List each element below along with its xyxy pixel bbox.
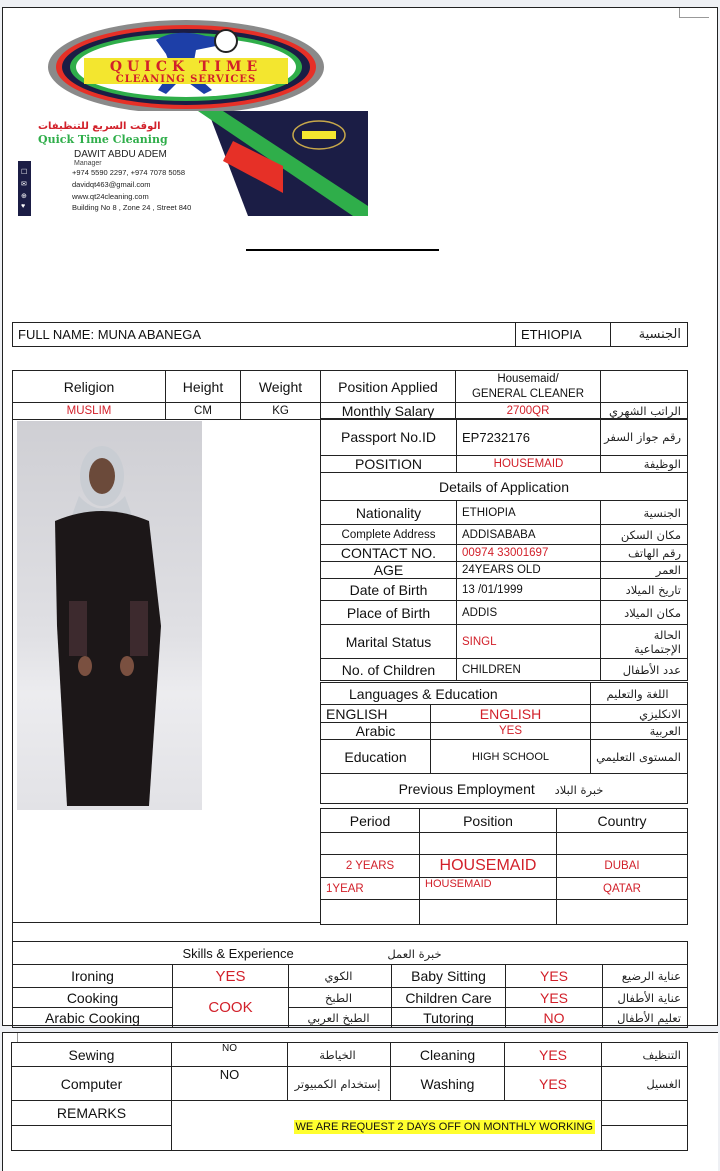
education-label: Education bbox=[321, 740, 431, 774]
arabic-label: Arabic bbox=[321, 723, 431, 740]
globe-icon: ⊕ bbox=[21, 193, 27, 200]
salary-label: Monthly Salary bbox=[321, 403, 456, 420]
weight-value: KG bbox=[241, 403, 321, 420]
age-label: AGE bbox=[321, 562, 457, 579]
remarks-label: REMARKS bbox=[12, 1101, 172, 1126]
sewing-label-ar: الخياطة bbox=[288, 1043, 391, 1067]
english-value: ENGLISH bbox=[431, 705, 591, 723]
position-value: HOUSEMAID bbox=[457, 456, 601, 473]
period-header: Period bbox=[321, 809, 420, 833]
children-care-label-ar: عناية الأطفال bbox=[603, 988, 688, 1008]
document-page-1 bbox=[2, 7, 718, 1026]
nationality-detail-value: ETHIOPIA bbox=[457, 501, 601, 525]
computer-value: NO bbox=[172, 1067, 288, 1101]
marital-label-ar: الحالة الإجتماعية bbox=[601, 625, 688, 659]
height-value: CM bbox=[166, 403, 241, 420]
cooking-value: COOK bbox=[173, 988, 289, 1028]
marital-label: Marital Status bbox=[321, 625, 457, 659]
page-corner-mark bbox=[679, 8, 709, 18]
country-cell: DUBAI bbox=[557, 855, 688, 878]
washing-value: YES bbox=[505, 1067, 602, 1101]
section-title-details: Details of Application bbox=[321, 473, 688, 501]
country-cell: QATAR bbox=[557, 878, 688, 900]
skills-table bbox=[12, 941, 688, 1028]
passport-value: EP7232176 bbox=[457, 419, 601, 456]
address-label-ar: مكان السكن bbox=[601, 525, 688, 545]
children-value: CHILDREN bbox=[457, 659, 601, 681]
applicant-photo bbox=[17, 421, 202, 810]
contact-label-ar: رقم الهاتف bbox=[601, 545, 688, 562]
employment-title: Previous Employment bbox=[398, 780, 535, 797]
period-cell: 1YEAR bbox=[321, 878, 420, 900]
washing-label-ar: الغسيل bbox=[602, 1067, 688, 1101]
dob-label: Date of Birth bbox=[321, 579, 457, 601]
country-header: Country bbox=[557, 809, 688, 833]
divider bbox=[12, 922, 13, 942]
marital-value: SINGL bbox=[457, 625, 601, 659]
children-care-label: Children Care bbox=[392, 988, 506, 1008]
position-label: POSITION bbox=[321, 456, 457, 473]
age-value: 24YEARS OLD bbox=[457, 562, 601, 579]
tutoring-label-ar: تعليم الأطفال bbox=[603, 1008, 688, 1028]
employment-title-cell bbox=[321, 774, 688, 804]
employment-title-ar: خبرة البلاد bbox=[554, 782, 604, 797]
email-icon: ✉ bbox=[21, 181, 27, 188]
skills-title-ar: خبرة العمل bbox=[387, 946, 442, 961]
contact-value: 00974 33001697 bbox=[457, 545, 601, 562]
card-address: Building No 8 , Zone 24 , Street 840 bbox=[72, 203, 192, 212]
nationality-label: Nationality bbox=[321, 501, 457, 525]
position-cell bbox=[420, 833, 557, 855]
ironing-label: Ironing bbox=[13, 965, 173, 988]
height-header: Height bbox=[166, 371, 241, 403]
card-person-name: DAWIT ABDU ADEM bbox=[74, 149, 167, 160]
baby-sitting-label-ar: عناية الرضيع bbox=[603, 965, 688, 988]
computer-label: Computer bbox=[12, 1067, 172, 1101]
nationality-detail-ar: الجنسية bbox=[601, 501, 688, 525]
remarks-value: WE ARE REQUEST 2 DAYS OFF ON MONTHLY WORKING bbox=[295, 1121, 593, 1133]
passport-label: Passport No.ID bbox=[321, 419, 457, 456]
position-label-ar: الوظيفة bbox=[601, 456, 688, 473]
card-english-name: Quick Time Cleaning bbox=[38, 133, 168, 146]
sewing-label: Sewing bbox=[12, 1043, 172, 1067]
card-website: www.qt24cleaning.com bbox=[72, 192, 149, 201]
skills-title-cell bbox=[13, 942, 688, 965]
languages-table bbox=[320, 682, 688, 804]
tutoring-value: NO bbox=[506, 1008, 603, 1028]
dob-label-ar: تاريخ الميلاد bbox=[601, 579, 688, 601]
top-table bbox=[12, 370, 688, 420]
arabic-cooking-label: Arabic Cooking bbox=[13, 1008, 173, 1028]
skills-table-continued bbox=[11, 1042, 688, 1151]
cleaning-label: Cleaning bbox=[391, 1043, 505, 1067]
empty-cell bbox=[602, 1101, 688, 1126]
divider bbox=[12, 922, 321, 923]
country-cell bbox=[557, 900, 688, 925]
pob-label-ar: مكان الميلاد bbox=[601, 601, 688, 625]
position-cell: HOUSEMAID bbox=[420, 878, 557, 900]
position-cell bbox=[420, 900, 557, 925]
computer-label-ar: إستخدام الكمبيوتر bbox=[288, 1067, 391, 1101]
sewing-value: NO bbox=[172, 1043, 288, 1067]
english-label-ar: الانكليزي bbox=[591, 705, 688, 723]
ironing-label-ar: الكوي bbox=[289, 965, 392, 988]
location-icon: ♥ bbox=[21, 203, 26, 210]
salary-value: 2700QR bbox=[456, 403, 601, 420]
baby-sitting-value: YES bbox=[506, 965, 603, 988]
washing-label: Washing bbox=[391, 1067, 505, 1101]
skills-title: Skills & Experience bbox=[182, 945, 294, 961]
empty-cell bbox=[601, 371, 688, 403]
religion-header: Religion bbox=[13, 371, 166, 403]
arabic-label-ar: العربية bbox=[591, 723, 688, 740]
contact-label: CONTACT NO. bbox=[321, 545, 457, 562]
baby-sitting-label: Baby Sitting bbox=[392, 965, 506, 988]
empty-cell bbox=[12, 1126, 172, 1151]
nationality-value: ETHIOPIA bbox=[516, 323, 611, 347]
business-card bbox=[18, 111, 368, 216]
passport-label-ar: رقم جواز السفر bbox=[601, 419, 688, 456]
empty-cell bbox=[602, 1126, 688, 1151]
card-person-title: Manager bbox=[74, 160, 102, 167]
position-cell: HOUSEMAID bbox=[420, 855, 557, 878]
education-label-ar: المستوى التعليمي bbox=[591, 740, 688, 774]
tutoring-label: Tutoring bbox=[392, 1008, 506, 1028]
full-name: FULL NAME: MUNA ABANEGA bbox=[13, 323, 516, 347]
cleaning-value: YES bbox=[505, 1043, 602, 1067]
position-header: Position bbox=[420, 809, 557, 833]
arabic-cooking-label-ar: الطبخ العربي bbox=[289, 1008, 392, 1028]
dob-value: 13 /01/1999 bbox=[457, 579, 601, 601]
cleaning-label-ar: التنظيف bbox=[602, 1043, 688, 1067]
children-label: No. of Children bbox=[321, 659, 457, 681]
card-email: davidqt463@gmail.com bbox=[72, 180, 151, 189]
age-label-ar: العمر bbox=[601, 562, 688, 579]
address-value: ADDISABABA bbox=[457, 525, 601, 545]
period-cell bbox=[321, 900, 420, 925]
weight-header: Weight bbox=[241, 371, 321, 403]
document-page-2 bbox=[2, 1032, 718, 1171]
details-table bbox=[320, 418, 688, 681]
pob-label: Place of Birth bbox=[321, 601, 457, 625]
name-row bbox=[12, 322, 688, 347]
nationality-label-ar: الجنسية bbox=[611, 323, 688, 347]
cooking-label: Cooking bbox=[13, 988, 173, 1008]
country-cell bbox=[557, 833, 688, 855]
position-applied-value: Housemaid/ GENERAL CLEANER bbox=[456, 371, 601, 403]
company-logo bbox=[46, 18, 326, 116]
remarks-value-cell bbox=[172, 1101, 602, 1151]
cooking-label-ar: الطبخ bbox=[289, 988, 392, 1008]
period-cell bbox=[321, 833, 420, 855]
address-label: Complete Address bbox=[321, 525, 457, 545]
position-applied-header: Position Applied bbox=[321, 371, 456, 403]
phone-icon: ☐ bbox=[21, 169, 28, 176]
ironing-value: YES bbox=[173, 965, 289, 988]
pob-value: ADDIS bbox=[457, 601, 601, 625]
english-label: ENGLISH bbox=[321, 705, 431, 723]
arabic-value: YES bbox=[431, 723, 591, 740]
employment-table bbox=[320, 808, 688, 925]
period-cell: 2 YEARS bbox=[321, 855, 420, 878]
religion-value: MUSLIM bbox=[13, 403, 166, 420]
education-value: HIGH SCHOOL bbox=[431, 740, 591, 774]
languages-title: Languages & Education bbox=[321, 683, 591, 705]
salary-label-ar: الراتب الشهري bbox=[601, 403, 688, 420]
signature-line bbox=[246, 249, 439, 251]
children-care-value: YES bbox=[506, 988, 603, 1008]
children-label-ar: عدد الأطفال bbox=[601, 659, 688, 681]
card-arabic-name: الوقت السريع للتنظيفات bbox=[38, 121, 161, 132]
svg-text:CLEANING SERVICES: CLEANING SERVICES bbox=[115, 74, 257, 85]
card-phone: +974 5590 2297, +974 7078 5058 bbox=[72, 168, 186, 177]
svg-text:QUICK TIME: QUICK TIME bbox=[109, 59, 263, 75]
languages-title-ar: اللغة والتعليم bbox=[591, 683, 688, 705]
